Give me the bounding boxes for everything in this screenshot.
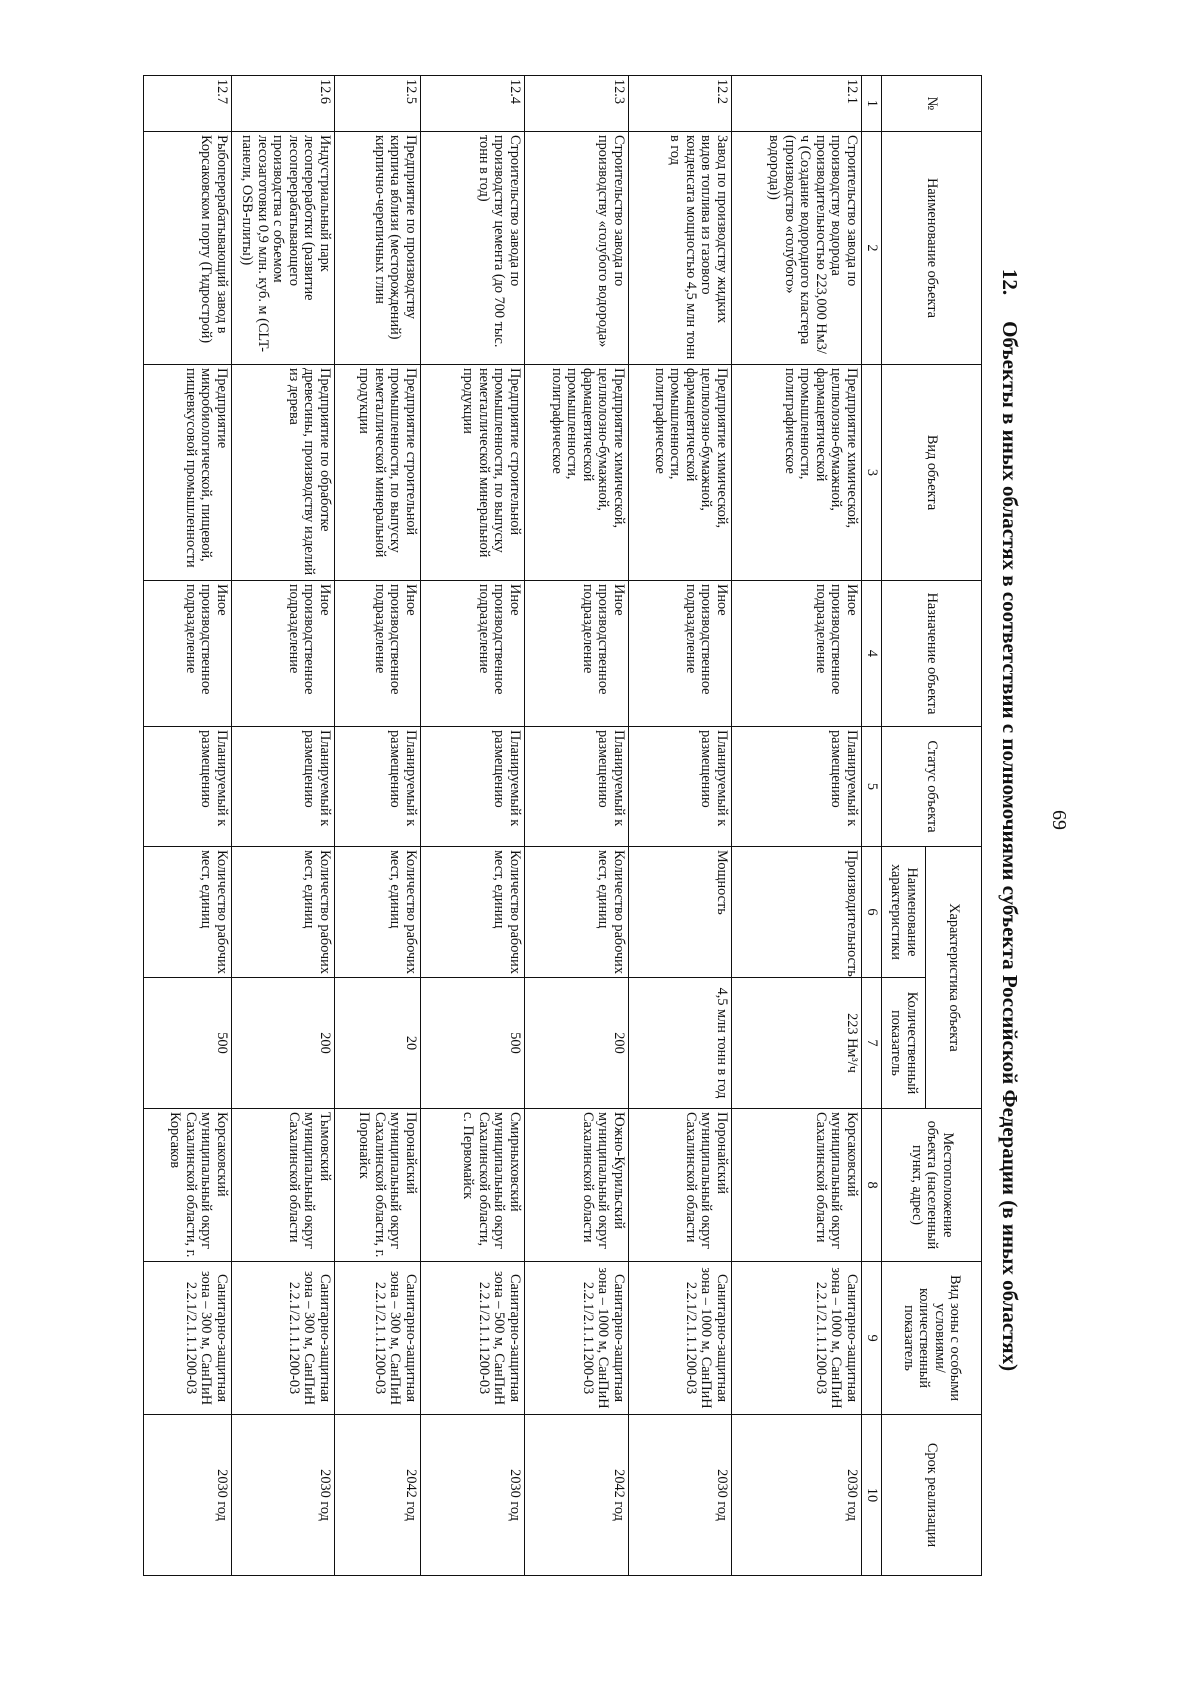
column-numbers-row: [861, 76, 881, 1576]
column-number: 3: [861, 365, 881, 581]
char-value: 500: [420, 978, 524, 1109]
row-id: 12.3: [524, 76, 628, 132]
term-value: 2042 год: [334, 1415, 420, 1576]
column-number: 9: [861, 1262, 881, 1415]
table-row: [420, 76, 524, 1576]
char-name: Количество рабочих мест, единиц: [143, 847, 231, 978]
header-type: Вид объекта: [882, 365, 982, 581]
object-status: Планируемый к размещению: [524, 727, 628, 847]
object-name: Завод по производству жидких видов топлива из газового конденсата мощностью 4,5 млн тонн в год: [628, 132, 731, 365]
object-name: Рыбоперерабатывающий завод в Корсаковском порту (Гидрострой): [143, 132, 231, 365]
object-location: Смирныховский муниципальный округ Сахалинской области, с. Первомайск: [420, 1109, 524, 1262]
object-status: Планируемый к размещению: [231, 727, 334, 847]
char-name: Количество рабочих мест, единиц: [524, 847, 628, 978]
table-row: [143, 76, 231, 1576]
object-type: Предприятие химической, целлюлозно-бумажной, фармацевтической промышленности, полиграфическое: [731, 365, 861, 581]
heading-title: Объекты в иных областях в соответствии с полномочиями субъекта Российской Федерации (в иных областях): [998, 321, 1022, 1372]
table-body: [143, 76, 861, 1576]
zone-value: Санитарно-защитная зона – 300 м, СанПиН 2.2.1/2.1.1.1200-03: [334, 1262, 420, 1415]
object-name: Предприятие по производству кирпича вблизи (месторождений) кирпично-черепичных глин: [334, 132, 420, 365]
object-purpose: Иное производственное подразделение: [524, 581, 628, 727]
zone-value: Санитарно-защитная зона – 1000 м, СанПиН 2.2.1/2.1.1.1200-03: [731, 1262, 861, 1415]
header-name: Наименование объекта: [882, 132, 982, 365]
header-zone: Вид зоны с особыми условиями/ количественный показатель: [882, 1262, 982, 1415]
row-id: 12.7: [143, 76, 231, 132]
header-no: №: [882, 76, 982, 132]
zone-value: Санитарно-защитная зона – 1000 м, СанПиН 2.2.1/2.1.1.1200-03: [628, 1262, 731, 1415]
object-purpose: Иное производственное подразделение: [143, 581, 231, 727]
char-value: 200: [231, 978, 334, 1109]
object-location: Корсаковский муниципальный округ Сахалинской области, г. Корсаков: [143, 1109, 231, 1262]
column-number: 7: [861, 978, 881, 1109]
row-id: 12.5: [334, 76, 420, 132]
page-number: 69: [1048, 810, 1070, 830]
char-name: Производительность: [731, 847, 861, 978]
object-status: Планируемый к размещению: [731, 727, 861, 847]
object-name: Индустриальный парк лесопереработки (развитие лесоперерабатывающего производства с объемом лесозаготовки 0,9 млн. куб. м (CLT-панели, OSB-плиты)): [231, 132, 334, 365]
object-type: Предприятие химической, целлюлозно-бумажной, фармацевтической промышленности, полиграфическое: [628, 365, 731, 581]
object-name: Строительство завода по производству водорода производительностью 223,000 Нм3/ч (Создание водородного кластера (производство «голубого» водорода)): [731, 132, 861, 365]
object-status: Планируемый к размещению: [143, 727, 231, 847]
object-location: Южно-Курильский муниципальный округ Сахалинской области: [524, 1109, 628, 1262]
row-id: 12.1: [731, 76, 861, 132]
header-term: Срок реализации: [882, 1415, 982, 1576]
column-number: 10: [861, 1415, 881, 1576]
row-id: 12.6: [231, 76, 334, 132]
header-location: Местоположение объекта (населенный пункт, адрес): [882, 1109, 982, 1262]
object-status: Планируемый к размещению: [628, 727, 731, 847]
term-value: 2030 год: [628, 1415, 731, 1576]
term-value: 2030 год: [231, 1415, 334, 1576]
table-row: [731, 76, 861, 1576]
object-purpose: Иное производственное подразделение: [334, 581, 420, 727]
row-id: 12.4: [420, 76, 524, 132]
column-number: 8: [861, 1109, 881, 1262]
object-purpose: Иное производственное подразделение: [420, 581, 524, 727]
object-status: Планируемый к размещению: [420, 727, 524, 847]
object-name: Строительство завода по производству цемента (до 700 тыс. тонн в год): [420, 132, 524, 365]
term-value: 2042 год: [524, 1415, 628, 1576]
char-value: 500: [143, 978, 231, 1109]
object-status: Планируемый к размещению: [334, 727, 420, 847]
objects-table: [143, 75, 982, 1576]
object-type: Предприятие химической, целлюлозно-бумажной, фармацевтической промышленности, полиграфическое: [524, 365, 628, 581]
term-value: 2030 год: [731, 1415, 861, 1576]
header-characteristics: Характеристика объекта: [926, 847, 982, 1109]
object-location: Поронайский муниципальный округ Сахалинской области: [628, 1109, 731, 1262]
table-row: [524, 76, 628, 1576]
zone-value: Санитарно-защитная зона – 300 м, СанПиН 2.2.1/2.1.1.1200-03: [143, 1262, 231, 1415]
object-type: Предприятие строительной промышленности, по выпуску неметаллической минеральной продукции: [420, 365, 524, 581]
column-number: 5: [861, 727, 881, 847]
column-number: 6: [861, 847, 881, 978]
table-row: [231, 76, 334, 1576]
zone-value: Санитарно-защитная зона – 300 м, СанПиН 2.2.1/2.1.1.1200-03: [231, 1262, 334, 1415]
object-purpose: Иное производственное подразделение: [628, 581, 731, 727]
object-location: Корсаковский муниципальный округ Сахалинской области: [731, 1109, 861, 1262]
char-value: 4,5 млн тонн в год: [628, 978, 731, 1109]
object-name: Строительство завода по производству «голубого водорода»: [524, 132, 628, 365]
row-id: 12.2: [628, 76, 731, 132]
term-value: 2030 год: [143, 1415, 231, 1576]
object-location: Поронайский муниципальный округ Сахалинской области, г. Поронайск: [334, 1109, 420, 1262]
header-purpose: Назначение объекта: [882, 581, 982, 727]
object-location: Тымовский муниципальный округ Сахалинской области: [231, 1109, 334, 1262]
object-type: Предприятие микробиологической, пищевой, пищевкусовой промышленности: [143, 365, 231, 581]
char-name: Мощность: [628, 847, 731, 978]
char-name: Количество рабочих мест, единиц: [420, 847, 524, 978]
column-number: 4: [861, 581, 881, 727]
header-char-name: Наименование характеристики: [882, 847, 926, 978]
object-purpose: Иное производственное подразделение: [731, 581, 861, 727]
term-value: 2030 год: [420, 1415, 524, 1576]
object-type: Предприятие по обработке древесины, производству изделий из дерева: [231, 365, 334, 581]
table-row: [628, 76, 731, 1576]
heading-number: 12.: [998, 268, 1022, 296]
table-row: [334, 76, 420, 1576]
zone-value: Санитарно-защитная зона – 1000 м, СанПиН 2.2.1/2.1.1.1200-03: [524, 1262, 628, 1415]
header-status: Статус объекта: [882, 727, 982, 847]
column-number: 1: [861, 76, 881, 132]
char-value: 200: [524, 978, 628, 1109]
object-type: Предприятие строительной промышленности, по выпуску неметаллической минеральной продукции: [334, 365, 420, 581]
char-name: Количество рабочих мест, единиц: [334, 847, 420, 978]
char-value: 223 Нм³/ч: [731, 978, 861, 1109]
char-value: 20: [334, 978, 420, 1109]
zone-value: Санитарно-защитная зона – 500 м, СанПиН 2.2.1/2.1.1.1200-03: [420, 1262, 524, 1415]
object-purpose: Иное производственное подразделение: [231, 581, 334, 727]
char-name: Количество рабочих мест, единиц: [231, 847, 334, 978]
header-char-value: Количественный показатель: [882, 978, 926, 1109]
column-number: 2: [861, 132, 881, 365]
page-heading: [997, 0, 1022, 1640]
